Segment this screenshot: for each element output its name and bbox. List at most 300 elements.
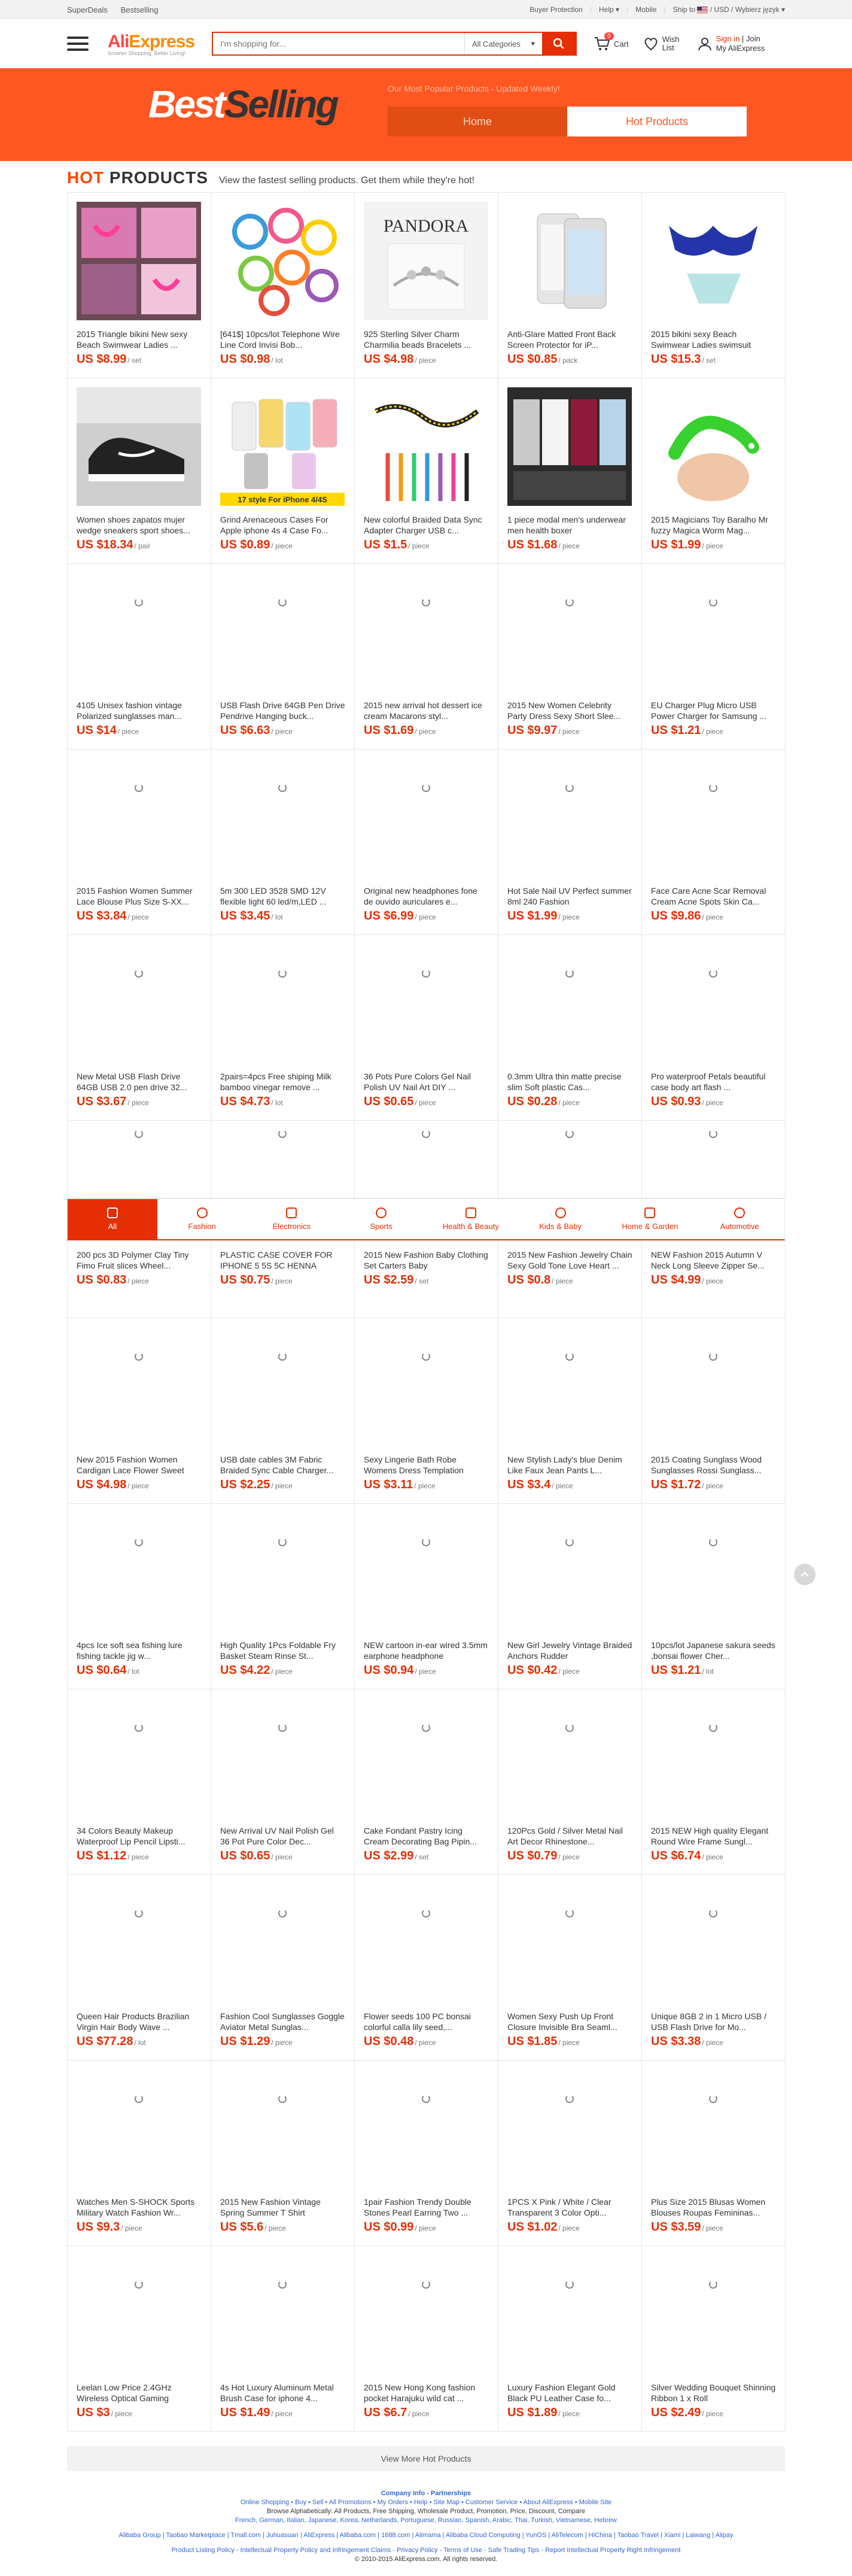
product-name[interactable]: 2015 NEW High quality Elegant Round Wire Frame Sungl...	[651, 1826, 769, 1846]
product-name[interactable]: Plus Size 2015 Blusas Women Blouses Roupas Femininas...	[651, 2197, 766, 2217]
loading-spinner-icon	[709, 1538, 717, 1546]
product-name[interactable]: 4pcs Ice soft sea fishing lure fishing tackle jig w...	[77, 1640, 182, 1661]
product-name[interactable]: Leelan Low Price 2.4GHz Wireless Optical Gaming	[77, 2383, 172, 2403]
price-unit: / piece	[271, 1482, 293, 1490]
product-card[interactable]	[68, 1689, 211, 1875]
product-card[interactable]	[355, 935, 498, 1121]
product-image[interactable]	[77, 758, 201, 877]
product-image[interactable]	[507, 573, 632, 691]
account-menu[interactable]: Sign in | Join My AliExpress	[697, 34, 765, 53]
help-link[interactable]	[599, 5, 619, 14]
product-name[interactable]: 0.3mm Ultra thin matte precise slim Soft plastic Cas...	[507, 1072, 622, 1092]
product-image[interactable]	[77, 1698, 201, 1817]
product-image[interactable]	[507, 387, 632, 506]
product-image[interactable]	[220, 573, 345, 691]
product-name[interactable]: [641$] 10pcs/lot Telephone Wire Line Cord Invisi Bob...	[220, 329, 340, 350]
product-card[interactable]	[68, 1504, 211, 1689]
price-value: US $15.3	[651, 353, 701, 366]
product-card[interactable]	[498, 378, 642, 564]
product-price	[77, 1273, 202, 1287]
price-value: US $3.4	[507, 1478, 551, 1491]
product-card[interactable]	[498, 1875, 642, 2061]
product-card[interactable]	[211, 2061, 355, 2246]
product-image[interactable]	[220, 2070, 345, 2188]
product-image[interactable]	[77, 1884, 201, 2002]
product-image[interactable]	[507, 1513, 632, 1631]
product-card[interactable]	[642, 1240, 786, 1318]
loading-spinner-icon	[422, 969, 430, 978]
product-card[interactable]	[211, 1504, 355, 1689]
product-image[interactable]	[651, 202, 775, 320]
product-image[interactable]	[651, 944, 775, 1063]
price-value: US $1.69	[364, 724, 414, 737]
product-card[interactable]	[68, 2061, 211, 2246]
loading-spinner-icon	[565, 969, 574, 978]
product-card[interactable]	[642, 1318, 786, 1504]
price-unit: / piece	[264, 2224, 286, 2232]
product-image[interactable]	[77, 2255, 201, 2374]
price-value: US $0.89	[220, 538, 270, 551]
category-label: Health & Beauty	[442, 1222, 499, 1231]
product-card[interactable]	[211, 564, 355, 750]
product-image[interactable]	[220, 1513, 345, 1631]
loading-spinner-icon	[278, 969, 287, 978]
product-price	[507, 538, 632, 552]
price-unit: / piece	[702, 913, 723, 921]
product-card[interactable]	[211, 750, 355, 935]
price-value: US $1.5	[364, 538, 407, 551]
product-card[interactable]	[498, 1504, 642, 1689]
tab-health-beauty[interactable]	[426, 1199, 516, 1239]
top-bar	[0, 0, 852, 19]
footer-company-info[interactable]: Company Info - Partnerships	[381, 2490, 471, 2497]
product-card[interactable]	[68, 193, 211, 378]
product-image[interactable]	[364, 1513, 488, 1631]
product-name[interactable]: Anti-Glare Matted Front Back Screen Protector for iP...	[507, 329, 616, 350]
product-price	[77, 1664, 202, 1677]
price-unit: / piece	[271, 727, 293, 736]
product-name[interactable]: 120Pcs Gold / Silver Metal Nail Art Decor Rhinestone...	[507, 1826, 623, 1846]
tab-automotive[interactable]	[695, 1199, 784, 1239]
price-value: US $1.49	[220, 2406, 270, 2419]
superdeals-link[interactable]: SuperDeals	[67, 5, 108, 14]
product-price	[651, 1095, 776, 1109]
product-image[interactable]	[77, 1327, 201, 1446]
product-card[interactable]	[211, 1875, 355, 2061]
price-unit: / piece	[558, 913, 580, 921]
product-image[interactable]	[77, 944, 201, 1063]
product-card[interactable]	[355, 750, 498, 935]
heart-icon	[643, 37, 659, 51]
product-price	[77, 538, 202, 552]
price-unit: / piece	[702, 2038, 723, 2047]
bestselling-link[interactable]: Bestselling	[120, 5, 159, 14]
chevron-down-icon: ▾	[616, 5, 620, 14]
product-price	[364, 909, 489, 923]
product-price	[364, 724, 489, 738]
product-card[interactable]	[355, 1689, 498, 1875]
product-image[interactable]	[651, 387, 775, 506]
product-name[interactable]: 2015 new arrival hot dessert ice cream Macarons styl...	[364, 700, 482, 721]
product-image[interactable]	[220, 1884, 345, 2002]
product-card[interactable]	[355, 2246, 498, 2432]
product-image[interactable]	[77, 573, 201, 691]
product-name[interactable]: 2015 New Fashion Jewelry Chain Sexy Gold Tone Love Heart ...	[507, 1250, 632, 1270]
tab-home-garden[interactable]	[605, 1199, 695, 1239]
product-name[interactable]: New Metal USB Flash Drive 64GB USB 2.0 pen drive 32...	[77, 1072, 187, 1092]
product-image[interactable]	[651, 1327, 775, 1446]
product-card[interactable]	[642, 378, 786, 564]
product-name[interactable]: 2015 New Fashion Vintage Spring Summer T Shirt	[220, 2197, 321, 2217]
price-value: US $6.99	[364, 909, 414, 923]
product-image[interactable]	[651, 1513, 775, 1631]
product-card[interactable]	[355, 1240, 498, 1318]
price-value: US $3.59	[651, 2220, 701, 2234]
product-card[interactable]	[211, 935, 355, 1121]
product-name[interactable]: 2015 New Women Celebrity Party Dress Sexy Short Slee...	[507, 700, 621, 721]
product-name[interactable]: NEW Fashion 2015 Autumn V Neck Long Sleeve Zipper Se...	[651, 1250, 765, 1270]
category-tabs	[67, 1199, 785, 1240]
product-price	[651, 1849, 776, 1863]
product-image[interactable]	[651, 1884, 775, 2002]
product-name[interactable]: 2015 Coating Sunglass Wood Sunglasses Rossi Sunglass...	[651, 1455, 762, 1475]
product-image[interactable]	[507, 2255, 632, 2374]
product-name[interactable]: 4105 Unisex fashion vintage Polarized sunglasses man...	[77, 700, 182, 721]
price-value: US $18.34	[77, 538, 133, 551]
tab-kids-baby[interactable]	[516, 1199, 605, 1239]
product-price	[651, 909, 776, 923]
price-value: US $9.3	[77, 2220, 120, 2234]
mobile-link[interactable]: Mobile	[635, 5, 657, 14]
product-image[interactable]	[220, 202, 345, 320]
product-name[interactable]: Face Care Acne Scar Removal Cream Acne Spots Skin Ca...	[651, 886, 766, 906]
product-name[interactable]: New Girl Jewelry Vintage Braided Anchors Rudder	[507, 1640, 632, 1661]
sign-in-link[interactable]: Sign in	[716, 34, 740, 43]
loading-spinner-icon	[422, 784, 430, 792]
price-unit: / piece	[415, 913, 436, 921]
product-image[interactable]	[77, 202, 201, 320]
product-image[interactable]	[651, 2070, 775, 2188]
currency-language-label: USD / Wybierz język	[714, 5, 780, 14]
product-image[interactable]	[364, 202, 488, 320]
product-image[interactable]	[220, 387, 345, 506]
product-card[interactable]	[642, 193, 786, 378]
product-card[interactable]	[68, 1240, 211, 1318]
product-card-loading	[355, 1121, 498, 1199]
product-image[interactable]	[651, 573, 775, 691]
wishlist-button[interactable]	[643, 35, 683, 52]
price-value: US $3	[77, 2406, 110, 2419]
product-name[interactable]: 1PCS X Pink / White / Clear Transparent 3 Color Opti...	[507, 2197, 611, 2217]
product-image[interactable]	[220, 758, 345, 877]
product-image[interactable]	[77, 387, 201, 506]
product-image[interactable]	[364, 1884, 488, 2002]
product-name[interactable]: Flower seeds 100 PC bonsai colorful calla lily seed,...	[364, 2011, 471, 2032]
price-unit: / piece	[415, 2038, 436, 2047]
product-card[interactable]	[498, 935, 642, 1121]
product-card[interactable]	[642, 750, 786, 935]
product-image[interactable]	[364, 758, 488, 877]
product-card[interactable]	[68, 935, 211, 1121]
product-image[interactable]	[364, 944, 488, 1063]
search-button[interactable]	[542, 33, 576, 54]
price-unit: / piece	[408, 542, 430, 550]
product-card[interactable]	[498, 564, 642, 750]
product-card[interactable]	[68, 564, 211, 750]
cart-button[interactable]	[594, 33, 629, 51]
product-card[interactable]	[642, 1689, 786, 1875]
product-image[interactable]	[507, 758, 632, 877]
product-image[interactable]	[507, 202, 632, 320]
product-image[interactable]	[220, 1698, 345, 1817]
price-value: US $2.25	[220, 1478, 270, 1491]
buyer-protection-link[interactable]: Buyer Protection	[530, 5, 583, 14]
tab-electronics[interactable]	[247, 1199, 337, 1239]
product-name[interactable]: Luxury Fashion Elegant Gold Black PU Leather Case fo...	[507, 2383, 616, 2403]
footer-languages[interactable]: French, German, Italian, Japanese, Korea, Netherlands, Portuguese, Russian, Spanish, Arabic, Thai, Turkish, Vietnamese, Hebrew	[235, 2517, 617, 2524]
price-value: US $8.99	[77, 353, 127, 366]
footer-policy-links[interactable]: Product Listing Policy - Intellectual Property Policy and Infringement Claims - Privacy Policy - Terms of Use - Safe Trading Tips - Report Intellectual Property Right Infringement	[171, 2547, 681, 2554]
loading-spinner-icon	[565, 1538, 574, 1546]
back-to-top-button[interactable]	[794, 1564, 816, 1585]
tab-hot-products[interactable]: Hot Products	[567, 107, 747, 136]
product-image[interactable]	[364, 573, 488, 691]
product-image[interactable]	[507, 2070, 632, 2188]
loading-spinner-icon	[709, 2095, 717, 2103]
product-price	[651, 2406, 776, 2420]
product-price	[77, 2035, 202, 2049]
product-name[interactable]: USB Flash Drive 64GB Pen Drive Pendrive Hanging buck...	[220, 700, 345, 721]
product-name[interactable]: High Quality 1Pcs Foldable Fry Basket Steam Rinse St...	[220, 1640, 336, 1661]
product-image[interactable]	[364, 387, 488, 506]
ship-to-selector[interactable]: Ship to / USD / Wybierz język ▾	[673, 5, 785, 14]
category-label: Kids & Baby	[539, 1222, 582, 1231]
section-title	[67, 168, 208, 187]
footer-links[interactable]: Online Shopping • Buy • Sell • All Promotions • My Orders • Help • Site Map • Customer Service • About AliExpress • Mobile Site	[240, 2499, 612, 2506]
product-card[interactable]	[498, 1689, 642, 1875]
product-card[interactable]	[68, 2246, 211, 2432]
product-card[interactable]	[68, 378, 211, 564]
product-card[interactable]	[355, 193, 498, 378]
product-card[interactable]	[498, 1240, 642, 1318]
loading-spinner-icon	[422, 1130, 430, 1138]
product-name[interactable]: 36 Pots Pure Colors Gel Nail Polish UV Nail Art DIY ...	[364, 1072, 471, 1092]
product-name[interactable]: New 2015 Fashion Women Cardigan Lace Flower Sweet	[77, 1455, 184, 1475]
product-name[interactable]: 2015 Magicians Toy Baralho Mr fuzzy Magica Worm Mag...	[651, 515, 768, 535]
product-name[interactable]: 5m 300 LED 3528 SMD 12V flexible light 60 led/m,LED ...	[220, 886, 327, 906]
product-card[interactable]	[355, 1318, 498, 1504]
logo[interactable]	[108, 32, 197, 56]
footer-browse[interactable]: Browse Alphabetically: All Products, Free Shipping, Wholesale Product, Promotion, Price, Discount, Compare	[267, 2508, 585, 2515]
product-image[interactable]	[507, 1884, 632, 2002]
product-name[interactable]: 200 pcs 3D Polymer Clay Tiny Fimo Fruit slices Wheel...	[77, 1250, 189, 1270]
product-name[interactable]: New Stylish Lady's blue Denim Like Faux Jean Pants L...	[507, 1455, 622, 1475]
product-card[interactable]	[211, 2246, 355, 2432]
product-card[interactable]	[642, 564, 786, 750]
product-price	[364, 2406, 489, 2420]
product-image[interactable]	[77, 2070, 201, 2188]
product-name[interactable]: 2015 Fashion Women Summer Lace Blouse Plus Size S-XX...	[77, 886, 193, 906]
product-price	[77, 353, 202, 366]
search-input[interactable]	[213, 33, 464, 54]
product-name[interactable]: Cake Fondant Pastry Icing Cream Decorating Bag Pipin...	[364, 1826, 477, 1846]
product-price	[651, 353, 776, 366]
product-card[interactable]	[642, 1875, 786, 2061]
product-name[interactable]: Fashion Cool Sunglasses Goggle Aviator Metal Sunglas...	[220, 2011, 345, 2032]
product-card[interactable]	[498, 1318, 642, 1504]
loading-spinner-icon	[565, 1909, 574, 1917]
product-name[interactable]: Women shoes zapatos mujer wedge sneakers sport shoes...	[77, 515, 190, 535]
price-unit: / piece	[111, 2410, 132, 2418]
product-card[interactable]	[498, 2061, 642, 2246]
price-value: US $0.94	[364, 1664, 414, 1677]
product-name[interactable]: 2015 bikini sexy Beach Swimwear Ladies swimsuit	[651, 329, 751, 350]
loading-spinner-icon	[278, 598, 287, 606]
product-name[interactable]: PLASTIC CASE COVER FOR IPHONE 5 5S 5C HENNA	[220, 1250, 333, 1270]
product-name[interactable]: NEW cartoon in-ear wired 3.5mm earphone headphone	[364, 1640, 488, 1661]
product-price	[220, 353, 345, 366]
section-description: View the fastest selling products. Get them while they're hot!	[219, 175, 474, 186]
join-link[interactable]: Join	[746, 34, 760, 43]
product-card[interactable]	[211, 1240, 355, 1318]
loading-spinner-icon	[565, 2095, 574, 2103]
menu-icon[interactable]	[67, 37, 89, 51]
category-label: All	[108, 1222, 117, 1231]
product-card[interactable]	[355, 1875, 498, 2061]
product-name[interactable]: Original new headphones fone de ouvido auriculares e...	[364, 886, 477, 906]
product-name[interactable]: 1 piece modal men's underwear men health boxer	[507, 515, 626, 535]
product-image[interactable]	[364, 1698, 488, 1817]
product-name[interactable]: Grind Arenaceous Cases For Apple iphone 4s 4 Case Fo...	[220, 515, 328, 535]
product-card[interactable]	[355, 2061, 498, 2246]
price-value: US $1.99	[507, 909, 558, 923]
product-image[interactable]	[220, 1327, 345, 1446]
product-name[interactable]: 2pairs=4pcs Free shiping Milk bamboo vinegar remove ...	[220, 1072, 331, 1092]
product-image[interactable]	[507, 1327, 632, 1446]
price-value: US $5.6	[220, 2220, 264, 2234]
product-card[interactable]	[211, 378, 355, 564]
product-name[interactable]: 2015 Triangle bikini New sexy Beach Swimwear Ladies ...	[77, 329, 188, 350]
chevron-up-icon	[800, 1571, 810, 1577]
product-card[interactable]	[211, 193, 355, 378]
category-icon	[107, 1207, 118, 1218]
product-image[interactable]	[364, 2255, 488, 2374]
tab-home[interactable]: Home	[388, 107, 567, 136]
product-name[interactable]: Pro waterproof Petals beautiful case body art flash ...	[651, 1072, 766, 1092]
tab-sports[interactable]	[336, 1199, 426, 1239]
product-price	[220, 1095, 345, 1109]
product-card[interactable]	[642, 1504, 786, 1689]
product-name[interactable]: Unique 8GB 2 in 1 Micro USB / USB Flash Drive for Mo...	[651, 2011, 766, 2032]
chevron-down-icon: ▾	[781, 5, 785, 14]
product-name[interactable]: 34 Colors Beauty Makeup Waterproof Lip Pencil Lipsti...	[77, 1826, 185, 1846]
product-name[interactable]: 10pcs/lot Japanese sakura seeds ,bonsai flower Cher...	[651, 1640, 775, 1661]
product-price	[364, 2220, 489, 2234]
product-image[interactable]	[364, 2070, 488, 2188]
product-card[interactable]	[642, 2246, 786, 2432]
product-name[interactable]: Silver Wedding Bouquet Shinning Ribbon 1 x Roll	[651, 2383, 776, 2403]
product-image[interactable]	[651, 2255, 775, 2374]
product-name[interactable]: Sexy Lingerie Bath Robe Womens Dress Templation	[364, 1455, 464, 1475]
price-unit: / piece	[415, 356, 436, 365]
loading-spinner-icon	[709, 969, 717, 978]
price-unit: / piece	[558, 2224, 580, 2232]
price-unit: / piece	[558, 1099, 580, 1107]
product-image[interactable]	[220, 2255, 345, 2374]
divider: |	[664, 5, 666, 14]
search-category-select[interactable]	[464, 33, 542, 54]
product-card[interactable]	[68, 1875, 211, 2061]
tab-fashion[interactable]	[157, 1199, 247, 1239]
loading-spinner-icon	[709, 1130, 717, 1138]
product-name[interactable]: USB date cables 3M Fabric Braided Sync Cable Charger...	[220, 1455, 334, 1475]
product-card[interactable]	[355, 564, 498, 750]
product-card[interactable]	[211, 1318, 355, 1504]
loading-spinner-icon	[565, 784, 574, 792]
price-unit: / lot	[271, 356, 283, 365]
product-name[interactable]: 4s Hot Luxury Aluminum Metal Brush Case for iphone 4...	[220, 2383, 334, 2403]
product-image[interactable]	[507, 1698, 632, 1817]
product-image[interactable]	[507, 944, 632, 1063]
product-card[interactable]	[355, 1504, 498, 1689]
product-image[interactable]	[77, 1513, 201, 1631]
product-name[interactable]: New Arrival UV Nail Polish Gel 36 Pot Pure Color Dec...	[220, 1826, 334, 1846]
loading-spinner-icon	[565, 598, 574, 606]
product-name[interactable]: Hot Sale Nail UV Perfect summer 8ml 240 Fashion	[507, 886, 632, 906]
price-unit: / piece	[702, 2224, 723, 2232]
category-label: Automotive	[720, 1222, 759, 1231]
footer-copyright: © 2010-2015 AliExpress.com. All rights reserved.	[354, 2556, 498, 2563]
product-price	[507, 1095, 632, 1109]
footer-group-links[interactable]: Alibaba Group | Taobao Marketplace | Tmall.com | Juhuasuan | AliExpress | Alibaba.com | 1688.com | Alimama | Alibaba Cloud Computing | YunOS | AliTelecom | HiChina | Taobao Travel | Xiami | Laiwang | Alipay	[118, 2532, 734, 2539]
product-name[interactable]: EU Charger Plug Micro USB Power Charger for Samsung ...	[651, 700, 766, 721]
loading-spinner-icon	[422, 2280, 430, 2289]
product-card[interactable]	[355, 378, 498, 564]
product-name[interactable]: 2015 New Fashion Baby Clothing Set Carters Baby	[364, 1250, 488, 1270]
price-value: US $2.49	[651, 2406, 701, 2419]
product-card[interactable]	[642, 2061, 786, 2246]
my-aliexpress-link[interactable]: My AliExpress	[716, 44, 765, 53]
product-name[interactable]: Women Sexy Push Up Front Closure Invisible Bra Seaml...	[507, 2011, 617, 2032]
price-value: US $0.28	[507, 1095, 558, 1108]
product-image[interactable]	[364, 1327, 488, 1446]
product-name[interactable]: New colorful Braided Data Sync Adapter Charger USB c...	[364, 515, 482, 535]
product-card[interactable]	[68, 750, 211, 935]
tab-all[interactable]	[68, 1199, 157, 1239]
product-image[interactable]	[651, 1698, 775, 1817]
product-name[interactable]: 925 Sterling Silver Charm Charmilia beads Bracelets ...	[364, 329, 471, 350]
product-image[interactable]	[651, 758, 775, 877]
product-name[interactable]: 2015 New Hong Kong fashion pocket Harajuku wild cat ...	[364, 2383, 476, 2403]
product-card[interactable]	[498, 750, 642, 935]
product-card[interactable]	[498, 2246, 642, 2432]
product-card[interactable]	[498, 193, 642, 378]
product-name[interactable]: 1pair Fashion Trendy Double Stones Pearl Earring Two ...	[364, 2197, 471, 2217]
product-name[interactable]: Watches Men S-SHOCK Sports Military Watch Fashion Wr...	[77, 2197, 195, 2217]
view-more-button[interactable]: View More Hot Products	[67, 2446, 785, 2471]
ship-to-label: Ship to	[673, 5, 696, 14]
footer	[67, 2489, 785, 2576]
product-card[interactable]	[68, 1318, 211, 1504]
product-image[interactable]	[220, 944, 345, 1063]
product-name[interactable]: Queen Hair Products Brazilian Virgin Hair Body Wave ...	[77, 2011, 190, 2032]
logo-text-ali: Ali	[108, 31, 129, 51]
product-card[interactable]	[642, 935, 786, 1121]
price-value: US $0.79	[507, 1849, 558, 1862]
product-card[interactable]	[211, 1689, 355, 1875]
loading-spinner-icon	[565, 1130, 574, 1138]
category-label: Home & Garden	[622, 1222, 678, 1231]
